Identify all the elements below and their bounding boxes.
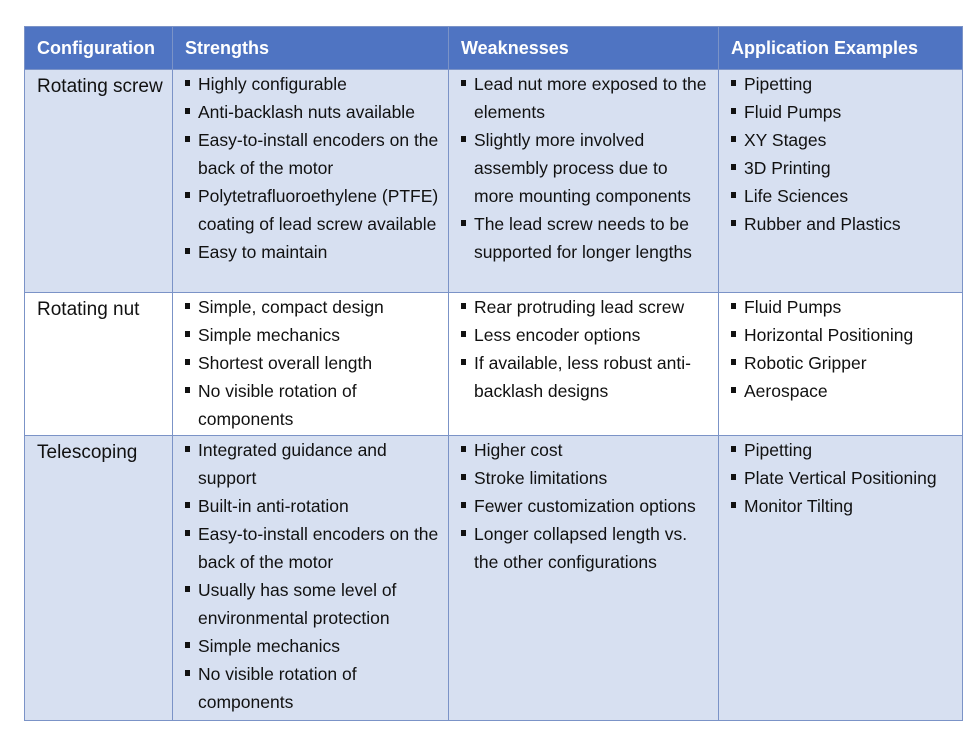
strengths-cell <box>173 436 449 721</box>
list-item: Stroke limitations <box>460 464 712 492</box>
list-item: Higher cost <box>460 436 712 464</box>
strengths-cell <box>173 293 449 436</box>
list-item: Shortest overall length <box>184 349 442 377</box>
list-item: XY Stages <box>730 126 956 154</box>
list-item: Less encoder options <box>460 321 712 349</box>
list-item: Easy-to-install encoders on the back of the motor <box>184 126 442 182</box>
configuration-cell: Telescoping <box>25 436 173 721</box>
strengths-cell <box>173 70 449 293</box>
configuration-cell: Rotating nut <box>25 293 173 436</box>
list-item: Highly configurable <box>184 70 442 98</box>
list-item: The lead screw needs to be supported for longer lengths <box>460 210 712 266</box>
list-item: Plate Vertical Positioning <box>730 464 956 492</box>
header-strengths: Strengths <box>173 27 449 70</box>
applications-cell <box>719 293 963 436</box>
table-body <box>25 70 963 721</box>
weaknesses-list <box>449 70 718 268</box>
table-row <box>25 436 963 721</box>
weaknesses-cell <box>449 70 719 293</box>
list-item: Horizontal Positioning <box>730 321 956 349</box>
list-item: Easy to maintain <box>184 238 442 266</box>
applications-list <box>719 70 962 240</box>
table-row <box>25 293 963 436</box>
list-item: Integrated guidance and support <box>184 436 442 492</box>
list-item: Aerospace <box>730 377 956 405</box>
list-item: Rear protruding lead screw <box>460 293 712 321</box>
applications-cell <box>719 70 963 293</box>
strengths-list <box>173 70 448 268</box>
header-weaknesses: Weaknesses <box>449 27 719 70</box>
list-item: Fluid Pumps <box>730 98 956 126</box>
list-item: Lead nut more exposed to the elements <box>460 70 712 126</box>
applications-cell <box>719 436 963 721</box>
list-item: Simple mechanics <box>184 632 442 660</box>
weaknesses-cell <box>449 293 719 436</box>
applications-list <box>719 293 962 407</box>
list-item: Built-in anti-rotation <box>184 492 442 520</box>
strengths-list <box>173 436 448 718</box>
list-item: Anti-backlash nuts available <box>184 98 442 126</box>
list-item: Fluid Pumps <box>730 293 956 321</box>
weaknesses-list <box>449 293 718 407</box>
list-item: Pipetting <box>730 70 956 98</box>
list-item: Pipetting <box>730 436 956 464</box>
list-item: If available, less robust anti-backlash designs <box>460 349 712 405</box>
weaknesses-cell <box>449 436 719 721</box>
list-item: Life Sciences <box>730 182 956 210</box>
header-application-examples: Application Examples <box>719 27 963 70</box>
table-row <box>25 70 963 293</box>
list-item: Simple mechanics <box>184 321 442 349</box>
list-item: Robotic Gripper <box>730 349 956 377</box>
list-item: Usually has some level of environmental protection <box>184 576 442 632</box>
list-item: Simple, compact design <box>184 293 442 321</box>
list-item: Fewer customization options <box>460 492 712 520</box>
list-item: Longer collapsed length vs. the other configurations <box>460 520 712 576</box>
list-item: Slightly more involved assembly process due to more mounting components <box>460 126 712 210</box>
configuration-cell: Rotating screw <box>25 70 173 293</box>
table-header <box>25 27 963 70</box>
weaknesses-list <box>449 436 718 578</box>
comparison-table <box>24 26 963 721</box>
list-item: Rubber and Plastics <box>730 210 956 238</box>
applications-list <box>719 436 962 522</box>
header-row <box>25 27 963 70</box>
list-item: No visible rotation of components <box>184 660 442 716</box>
list-item: Polytetrafluoroethylene (PTFE) coating of lead screw available <box>184 182 442 238</box>
list-item: 3D Printing <box>730 154 956 182</box>
list-item: Monitor Tilting <box>730 492 956 520</box>
list-item: No visible rotation of components <box>184 377 442 433</box>
list-item: Easy-to-install encoders on the back of the motor <box>184 520 442 576</box>
strengths-list <box>173 293 448 435</box>
header-configuration: Configuration <box>25 27 173 70</box>
